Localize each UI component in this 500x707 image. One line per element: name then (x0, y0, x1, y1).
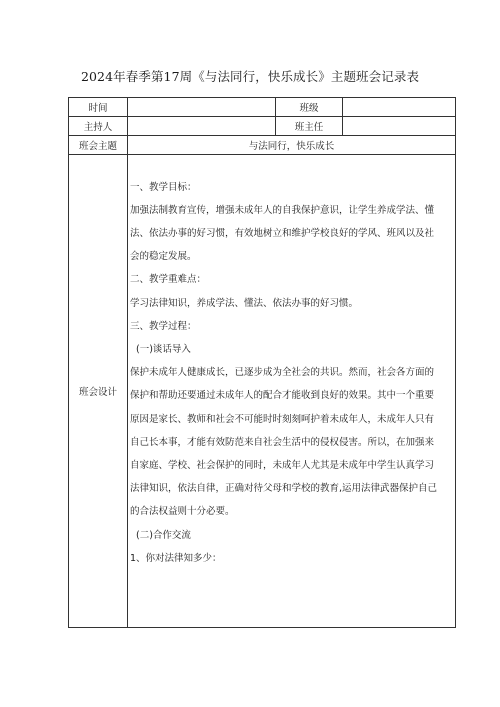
class-label: 班级 (276, 98, 343, 117)
head-teacher-value (343, 117, 456, 136)
record-table (68, 97, 456, 628)
table-row (69, 117, 456, 136)
host-value (128, 117, 276, 136)
content-line: 二、教学重难点： (130, 274, 207, 286)
content-line: 会的稳定发展。 (130, 251, 197, 263)
content-line: (二)合作交流 (136, 529, 191, 541)
table-row (69, 155, 456, 628)
design-content (128, 155, 456, 628)
theme-label: 班会主题 (69, 136, 128, 155)
content-line: 加强法制教育宣传，增强未成年人的自我保护意识，让学生养成学法、懂 (130, 204, 435, 216)
document-title: 2024年春季第17周《与法同行，快乐成长》主题班会记录表 (80, 69, 420, 84)
content-line: 三、教学过程： (130, 320, 197, 332)
design-label: 班会设计 (69, 155, 128, 628)
content-line: 法、依法办事的好习惯，有效地树立和维护学校良好的学风、班风以及社 (130, 227, 435, 239)
content-line: 1、你对法律知多少： (130, 552, 222, 564)
content-line: 法律知识，依法自律，正确对待父母和学校的教育,运用法律武器保护自己 (130, 483, 438, 495)
content-line: 的合法权益则十分必要。 (130, 506, 235, 518)
table-row (69, 98, 456, 117)
content-line: (一)谈话导入 (136, 343, 191, 355)
host-label: 主持人 (69, 117, 128, 136)
content-line: 保护未成年人健康成长，已逐步成为全社会的共识。然而，社会各方面的 (130, 367, 435, 379)
head-teacher-label: 班主任 (276, 117, 343, 136)
table-row (69, 136, 456, 155)
content-line: 一、教学目标： (130, 181, 197, 193)
content-line: 原因是家长、教师和社会不可能时时刻刻呵护着未成年人，未成年人只有 (130, 413, 435, 425)
time-label: 时间 (69, 98, 128, 117)
time-value (128, 98, 276, 117)
class-value (343, 98, 456, 117)
content-line: 自己长本事，才能有效防范来自社会生活中的侵权侵害。所以，在加强来 (130, 436, 435, 448)
content-line: 保护和帮助还要通过未成年人的配合才能收到良好的效果。其中一个重要 (130, 390, 435, 402)
theme-value: 与法同行，快乐成长 (128, 136, 456, 155)
content-line: 学习法律知识，养成学法、懂法、依法办事的好习惯。 (130, 297, 359, 309)
content-line: 自家庭、学校、社会保护的同时，未成年人尤其是未成年中学生认真学习 (130, 459, 435, 471)
